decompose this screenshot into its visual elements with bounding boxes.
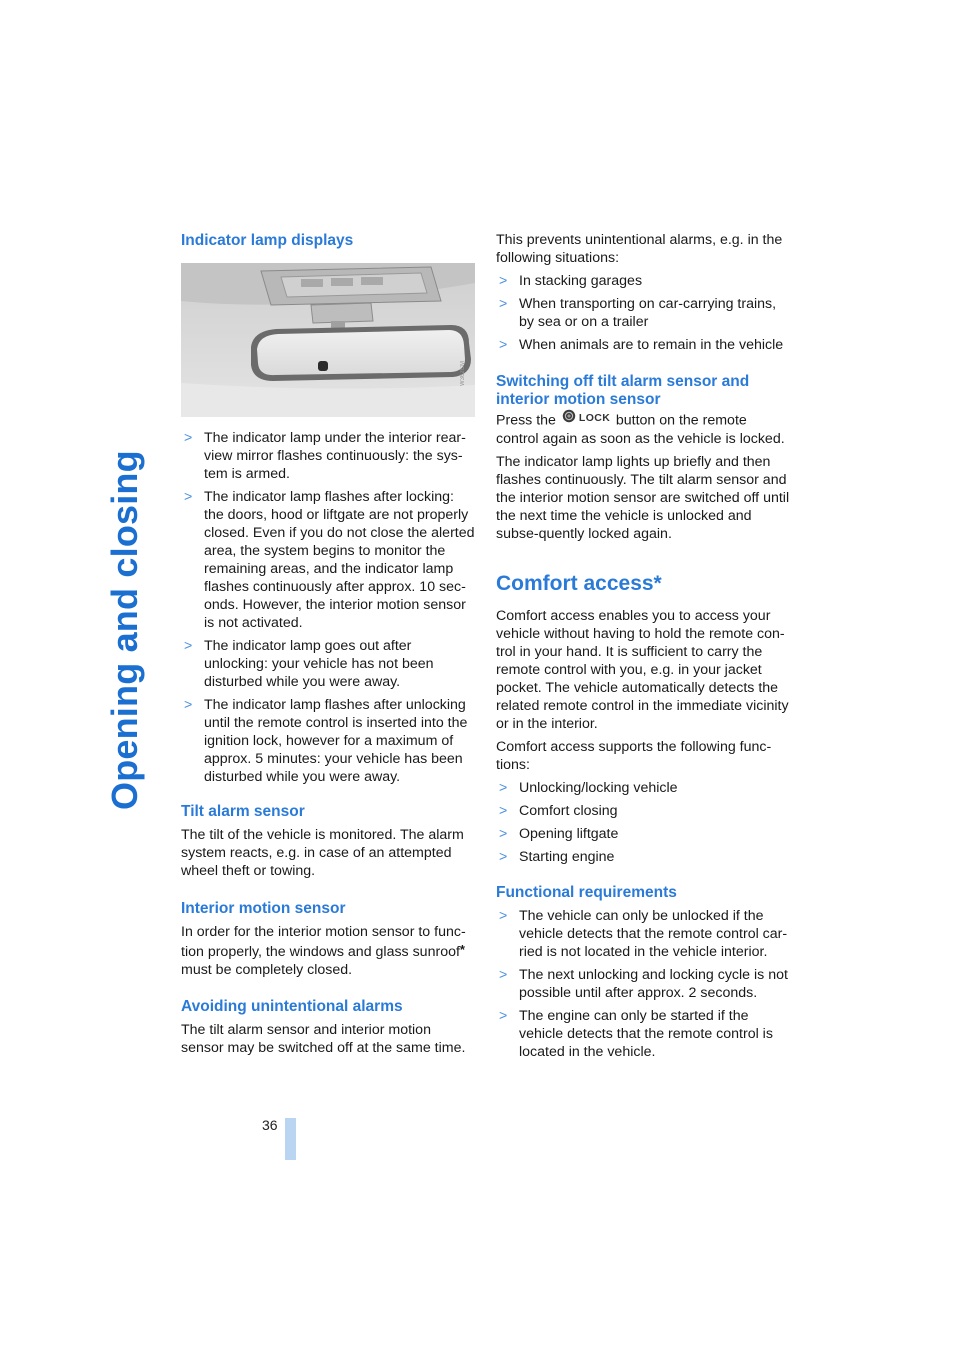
press-lock-text: [496, 411, 790, 448]
list-item: > The vehicle can only be unlocked if the vehicle detects that the remote control car-ried is not located in the vehicle interior.: [496, 907, 790, 961]
avoid-heading: Avoiding unintentional alarms: [181, 998, 403, 1015]
switch-off-heading: Switching off tilt alarm sensor and interior motion sensor: [496, 373, 750, 408]
lock-button-icon: [562, 409, 610, 428]
list-item: > Opening liftgate: [496, 825, 790, 843]
comfort-text: Comfort access enables you to access your vehicle without having to hold the remote con-trol in your hand. It is sufficient to carry the remote control with you, e.g. in your jacket pocket. The vehicle automatically detects the related remote control in the immediate vicinity or in the interior.: [496, 608, 789, 732]
list-item: > Unlocking/locking vehicle: [496, 779, 790, 797]
lock-button-label: LOCK: [578, 412, 611, 424]
tilt-text: The tilt of the vehicle is monitored. The alarm system reacts, e.g. in case of an attempted wheel theft or towing.: [181, 827, 464, 879]
rearview-mirror-illustration: [181, 263, 475, 417]
list-item: > When transporting on car-carrying trains, by sea or on a trailer: [496, 295, 790, 331]
rearview-mirror-image: [181, 263, 475, 417]
press-text-part-2: button on the remote control again as soon as the vehicle is locked.: [496, 412, 785, 447]
list-item: > Starting engine: [496, 848, 790, 866]
list-item: > The indicator lamp under the interior rear-view mirror flashes continuously: the sys-tem is armed.: [181, 429, 477, 483]
list-item: > Comfort closing: [496, 802, 790, 820]
chapter-side-title-text: Opening and closing: [104, 450, 145, 810]
right-column: [496, 228, 790, 1061]
avoid-text: The tilt alarm sensor and interior motion sensor may be switched off at the same time.: [181, 1022, 466, 1056]
functional-requirements-heading: Functional requirements: [496, 884, 677, 901]
prevent-list: [496, 272, 790, 354]
list-item: > When animals are to remain in the vehicle: [496, 336, 790, 354]
supports-text: Comfort access supports the following func-tions:: [496, 739, 772, 773]
interior-text: [181, 923, 477, 979]
tilt-heading: Tilt alarm sensor: [181, 803, 305, 820]
functional-list: [496, 907, 790, 1061]
interior-text-part-2: must be completely closed.: [181, 962, 353, 978]
list-item: > In stacking garages: [496, 272, 790, 290]
supports-list: [496, 779, 790, 866]
comfort-access-heading: Comfort access*: [496, 572, 662, 595]
press-text-part-1: Press the: [496, 412, 556, 429]
left-column: [181, 228, 477, 1057]
optional-equipment-star: *: [459, 942, 465, 957]
list-item: > The engine can only be started if the vehicle detects that the remote control is located in the vehicle.: [496, 1007, 790, 1061]
page-number-bar: [285, 1118, 296, 1160]
prevent-text: This prevents unintentional alarms, e.g. in the following situations:: [496, 232, 783, 266]
list-item: > The indicator lamp flashes after locking: the doors, hood or liftgate are not properly closed. Even if you do not close the alerted area, the system begins to monitor the remaining areas, and the indicator lamp flashes continuously after approx. 10 sec-onds. However, the interior motion sensor is not activated.: [181, 488, 477, 632]
indicator-heading: Indicator lamp displays: [181, 232, 354, 249]
list-item: > The indicator lamp flashes after unlocking until the remote control is inserted into the ignition lock, however for a maximum of approx. 5 minutes: your vehicle has been disturbed while you were away.: [181, 696, 477, 786]
page-number: 36: [262, 1117, 278, 1133]
interior-text-part-1: In order for the interior motion sensor to func-tion properly, the windows and glass sunroof: [181, 924, 466, 960]
list-item: > The next unlocking and locking cycle is not possible until after approx. 2 seconds.: [496, 966, 790, 1002]
lamp-text: The indicator lamp lights up briefly and then flashes continuously. The tilt alarm sensor and the interior motion sensor are switched off until the next time the vehicle is unlocked and subse-quently locked again.: [496, 454, 790, 542]
indicator-list: [181, 429, 477, 786]
image-reference-code: W362CM: [460, 361, 466, 387]
interior-heading: Interior motion sensor: [181, 900, 346, 917]
list-item: > The indicator lamp goes out after unlocking: your vehicle has not been disturbed while you were away.: [181, 637, 477, 691]
